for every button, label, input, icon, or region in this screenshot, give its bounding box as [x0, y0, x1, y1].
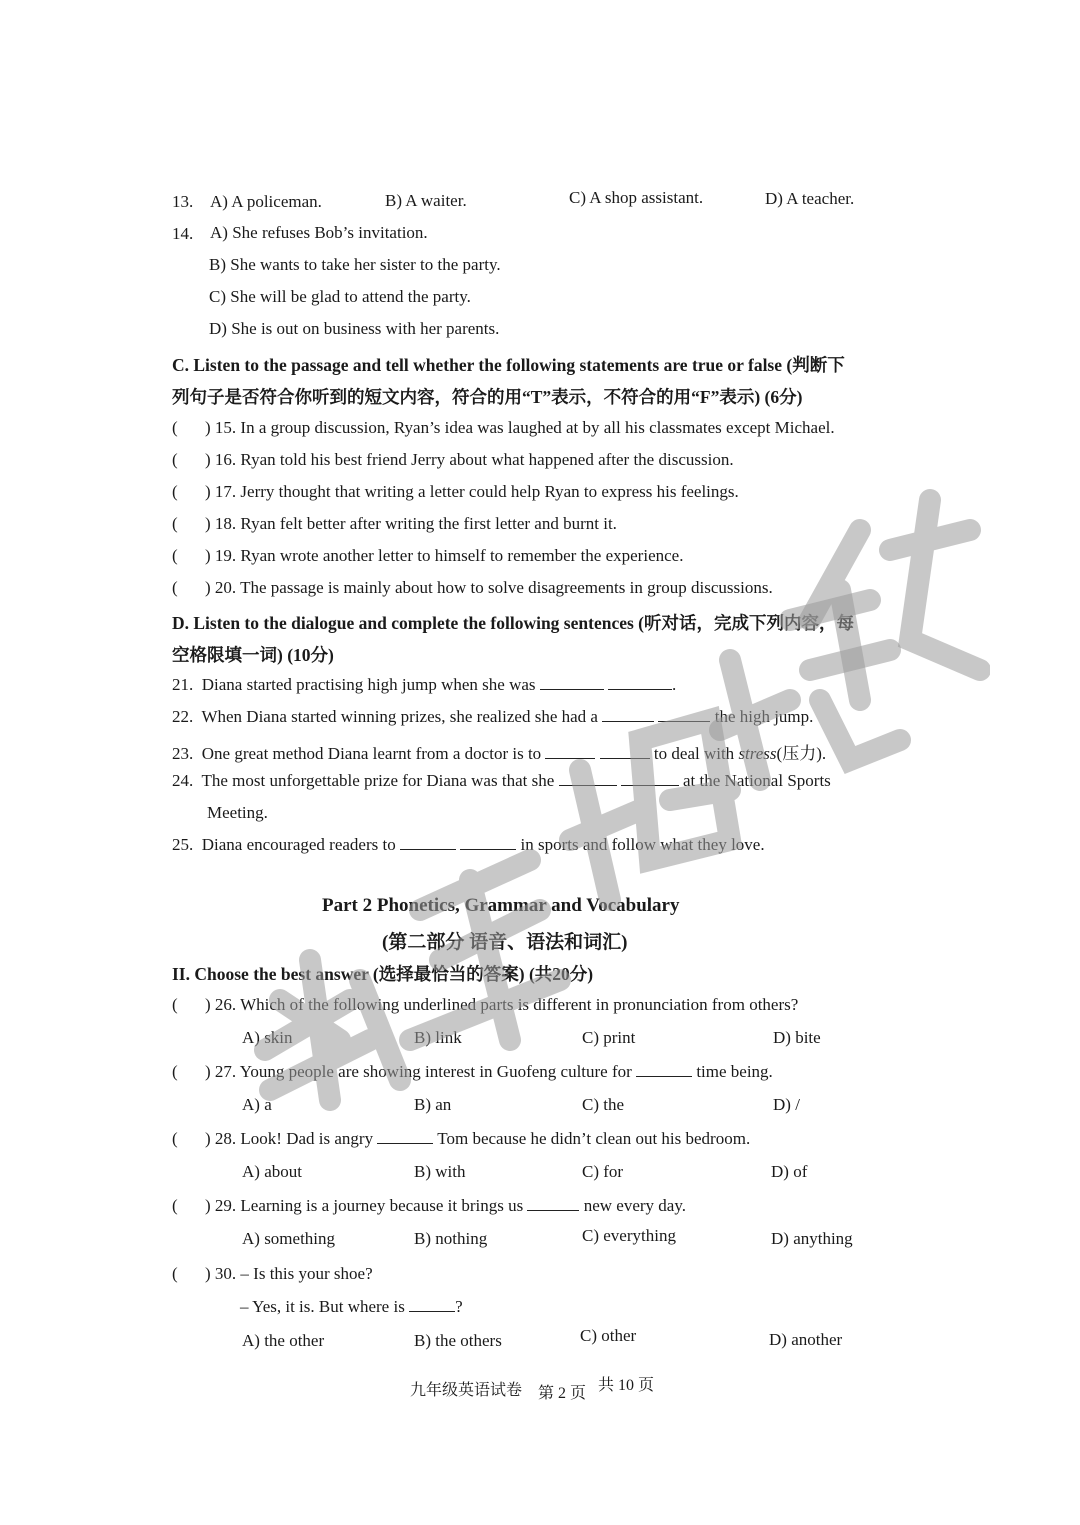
q28-option-b: B) with — [414, 1162, 466, 1181]
q30-stem-line2: – Yes, it is. But where is ? — [240, 1297, 463, 1316]
q27-stem: ) 27. Young people are showing interest in Guofeng culture for time being. — [205, 1062, 773, 1081]
q14-option-d: D) She is out on business with her parents. — [209, 319, 500, 338]
q30-option-c: C) other — [580, 1326, 637, 1345]
q30-open-paren: ( — [172, 1264, 178, 1283]
q14-option-c: C) She will be glad to attend the party. — [209, 287, 471, 306]
q24-continuation: Meeting. — [207, 803, 268, 822]
q18-open-paren: ( — [172, 514, 178, 533]
q18-statement: ) 18. Ryan felt better after writing the first letter and burnt it. — [205, 514, 617, 533]
q14-option-b: B) She wants to take her sister to the party. — [209, 255, 501, 274]
q21-blank-1[interactable] — [540, 675, 604, 690]
part2-title: Part 2 Phonetics, Grammar and Vocabulary — [322, 895, 680, 916]
q29-option-c: C) everything — [582, 1226, 676, 1245]
q23-sentence: 23. One great method Diana learnt from a doctor is to to deal with stress(压力). — [172, 744, 827, 763]
q26-option-d: D) bite — [773, 1028, 821, 1047]
q17-open-paren: ( — [172, 482, 178, 501]
q22-sentence: 22. When Diana started winning prizes, she realized she had a the high jump. — [172, 707, 814, 726]
q13-option-c: C) A shop assistant. — [569, 188, 704, 207]
q13-number: 13. — [172, 192, 194, 211]
q21-blank-2[interactable] — [608, 675, 672, 690]
footer-total-pages: 共 10 页 — [598, 1377, 655, 1394]
section-c-heading-line1: C. Listen to the passage and tell whether the following statements are true or false (判断下 — [172, 355, 845, 375]
q30-blank[interactable] — [409, 1297, 455, 1312]
q28-open-paren: ( — [172, 1129, 178, 1148]
q30-option-b: B) the others — [414, 1331, 502, 1350]
section-c-heading-line2: 列句子是否符合你听到的短文内容，符合的用“T”表示，不符合的用“F”表示) (6分) — [172, 387, 803, 407]
q26-option-c: C) print — [582, 1028, 636, 1047]
q27-option-a: A) a — [242, 1095, 272, 1114]
q25-blank-1[interactable] — [400, 835, 456, 850]
q14-number: 14. — [172, 224, 194, 243]
q28-option-d: D) of — [771, 1162, 808, 1181]
q26-stem: ) 26. Which of the following underlined parts is different in pronunciation from others? — [205, 995, 799, 1014]
q27-option-b: B) an — [414, 1095, 452, 1114]
q22-blank-1[interactable] — [602, 707, 654, 722]
q19-statement: ) 19. Ryan wrote another letter to himself to remember the experience. — [205, 546, 684, 565]
q15-open-paren: ( — [172, 418, 178, 437]
q13-option-b: B) A waiter. — [385, 191, 467, 210]
q15-statement: ) 15. In a group discussion, Ryan’s idea was laughed at by all his classmates except Michael. — [205, 418, 835, 437]
q21-sentence: 21. Diana started practising high jump when she was . — [172, 675, 677, 694]
q27-blank[interactable] — [636, 1062, 692, 1077]
q26-option-a: A) skin — [242, 1028, 293, 1047]
q27-open-paren: ( — [172, 1062, 178, 1081]
q28-blank[interactable] — [377, 1129, 433, 1144]
section-d-heading-line2: 空格限填一词) (10分) — [172, 645, 334, 665]
footer-page-number: 第 2 页 — [538, 1385, 587, 1402]
q20-open-paren: ( — [172, 578, 178, 597]
q29-stem: ) 29. Learning is a journey because it brings us new every day. — [205, 1196, 686, 1215]
q30-stem: ) 30. – Is this your shoe? — [205, 1264, 373, 1283]
q25-blank-2[interactable] — [460, 835, 516, 850]
q26-open-paren: ( — [172, 995, 178, 1014]
q30-option-a: A) the other — [242, 1331, 325, 1350]
q29-option-a: A) something — [242, 1229, 336, 1248]
q28-option-a: A) about — [242, 1162, 302, 1181]
q20-statement: ) 20. The passage is mainly about how to solve disagreements in group discussions. — [205, 578, 773, 597]
footer-exam-title: 九年级英语试卷 — [410, 1382, 523, 1399]
q13-option-d: D) A teacher. — [765, 189, 855, 208]
q25-sentence: 25. Diana encouraged readers to in sports and follow what they love. — [172, 835, 765, 854]
q30-option-d: D) another — [769, 1330, 843, 1349]
section-ii-heading: II. Choose the best answer (选择最恰当的答案) (共20分) — [172, 964, 594, 984]
q29-open-paren: ( — [172, 1196, 178, 1215]
q17-statement: ) 17. Jerry thought that writing a letter could help Ryan to express his feelings. — [205, 482, 739, 501]
q29-option-d: D) anything — [771, 1229, 853, 1248]
q16-open-paren: ( — [172, 450, 178, 469]
q28-stem: ) 28. Look! Dad is angry Tom because he didn’t clean out his bedroom. — [205, 1129, 751, 1148]
q29-option-b: B) nothing — [414, 1229, 488, 1248]
q28-option-c: C) for — [582, 1162, 624, 1181]
q24-sentence: 24. The most unforgettable prize for Diana was that she at the National Sports — [172, 771, 831, 790]
q22-blank-2[interactable] — [658, 707, 710, 722]
q27-option-d: D) / — [773, 1095, 800, 1114]
q13-option-a: A) A policeman. — [210, 192, 322, 211]
q27-option-c: C) the — [582, 1095, 625, 1114]
q26-option-b: B) link — [414, 1028, 462, 1047]
q14-option-a: A) She refuses Bob’s invitation. — [210, 223, 428, 242]
q19-open-paren: ( — [172, 546, 178, 565]
q24-blank-2[interactable] — [621, 771, 679, 786]
q23-blank-2[interactable] — [600, 744, 650, 759]
q29-blank[interactable] — [527, 1196, 579, 1211]
section-d-heading-line1: D. Listen to the dialogue and complete the following sentences (听对话，完成下列内容，每 — [172, 613, 854, 633]
q16-statement: ) 16. Ryan told his best friend Jerry about what happened after the discussion. — [205, 450, 734, 469]
part2-subtitle: (第二部分 语音、语法和词汇) — [382, 932, 628, 953]
q23-blank-1[interactable] — [545, 744, 595, 759]
q24-blank-1[interactable] — [559, 771, 617, 786]
